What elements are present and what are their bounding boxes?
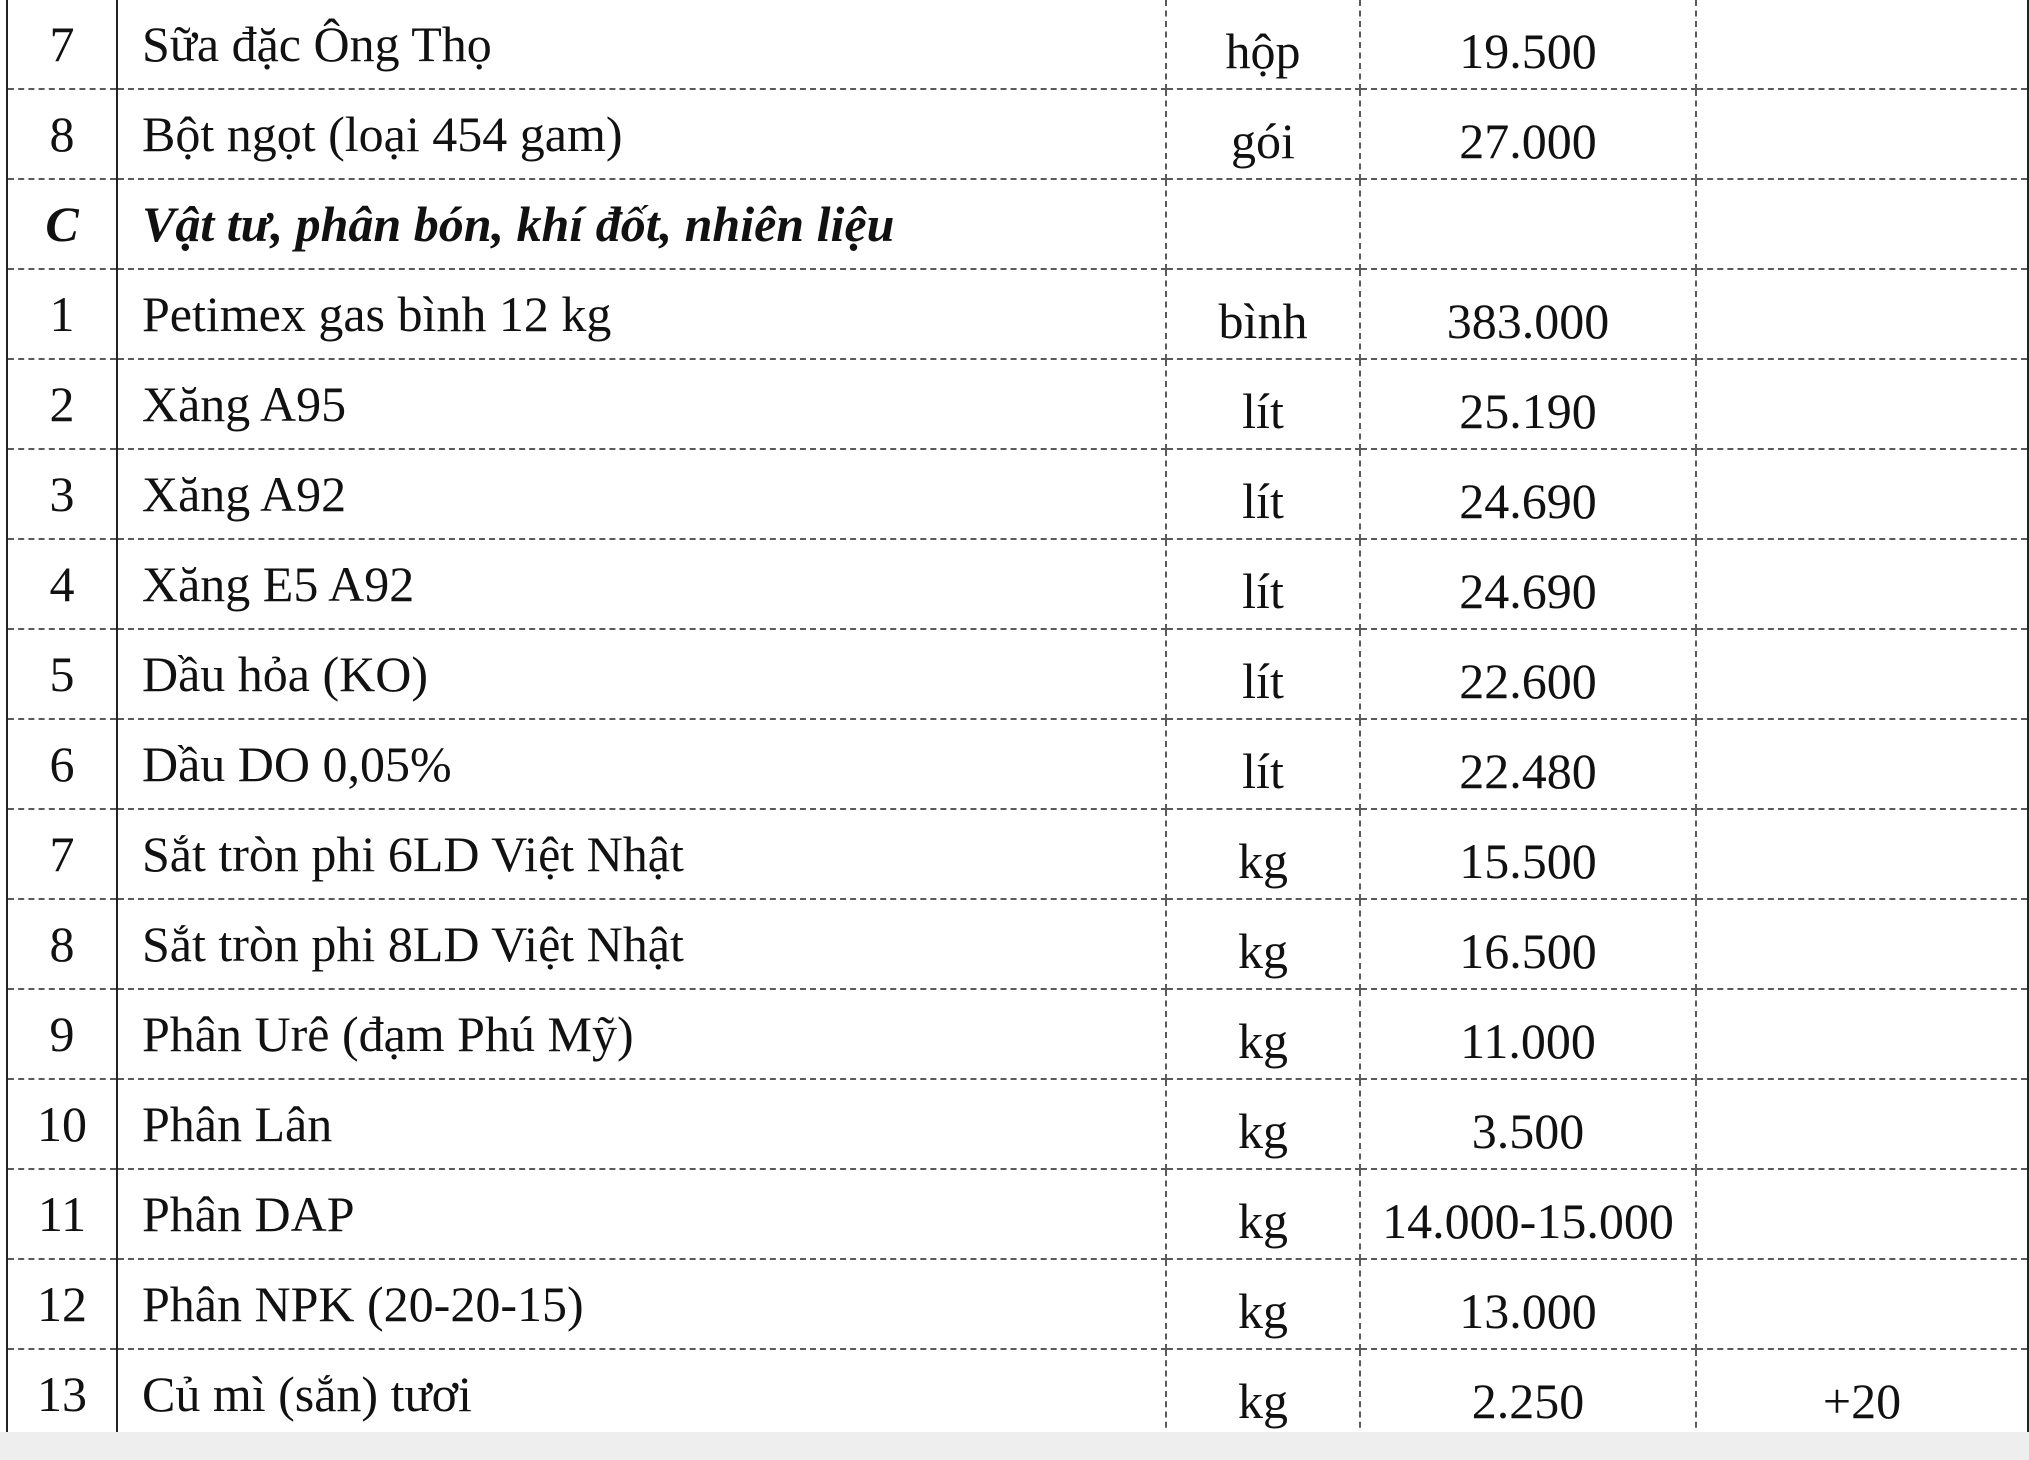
item-name: Củ mì (sắn) tươi <box>117 1349 1166 1440</box>
table-row <box>7 1079 2028 1169</box>
row-number: 2 <box>7 359 117 449</box>
row-number: 5 <box>7 629 117 719</box>
item-name: Sữa đặc Ông Thọ <box>117 0 1166 89</box>
item-price <box>1360 179 1696 269</box>
item-price: 15.500 <box>1360 809 1696 899</box>
item-unit: lít <box>1166 629 1360 719</box>
item-unit: kg <box>1166 989 1360 1079</box>
row-number: 4 <box>7 539 117 629</box>
item-change <box>1696 539 2028 629</box>
row-number: 7 <box>7 809 117 899</box>
table-row <box>7 1259 2028 1349</box>
bottom-margin <box>0 1432 2029 1460</box>
row-number: 12 <box>7 1259 117 1349</box>
item-change <box>1696 359 2028 449</box>
item-price: 24.690 <box>1360 449 1696 539</box>
item-name: Bột ngọt (loại 454 gam) <box>117 89 1166 179</box>
item-unit: kg <box>1166 809 1360 899</box>
item-unit: kg <box>1166 1169 1360 1259</box>
item-name: Phân Urê (đạm Phú Mỹ) <box>117 989 1166 1079</box>
item-change <box>1696 89 2028 179</box>
item-price: 27.000 <box>1360 89 1696 179</box>
item-change <box>1696 0 2028 89</box>
item-name: Dầu DO 0,05% <box>117 719 1166 809</box>
row-number: 8 <box>7 89 117 179</box>
item-price: 13.000 <box>1360 1259 1696 1349</box>
item-name: Phân DAP <box>117 1169 1166 1259</box>
item-price: 19.500 <box>1360 0 1696 89</box>
item-change <box>1696 629 2028 719</box>
item-unit: lít <box>1166 719 1360 809</box>
table-row <box>7 449 2028 539</box>
table-row <box>7 629 2028 719</box>
section-title: Vật tư, phân bón, khí đốt, nhiên liệu <box>117 179 1166 269</box>
item-price: 2.250 <box>1360 1349 1696 1440</box>
row-number: 8 <box>7 899 117 989</box>
item-price: 3.500 <box>1360 1079 1696 1169</box>
item-price: 11.000 <box>1360 989 1696 1079</box>
table-row <box>7 0 2028 89</box>
row-number: 13 <box>7 1349 117 1440</box>
item-unit: bình <box>1166 269 1360 359</box>
item-name: Phân Lân <box>117 1079 1166 1169</box>
item-change: +20 <box>1696 1349 2028 1440</box>
item-change <box>1696 899 2028 989</box>
item-price: 25.190 <box>1360 359 1696 449</box>
item-unit: hộp <box>1166 0 1360 89</box>
item-change <box>1696 269 2028 359</box>
item-change <box>1696 1079 2028 1169</box>
item-name: Phân NPK (20-20-15) <box>117 1259 1166 1349</box>
item-price: 24.690 <box>1360 539 1696 629</box>
item-unit: kg <box>1166 1259 1360 1349</box>
item-change <box>1696 809 2028 899</box>
item-name: Petimex gas bình 12 kg <box>117 269 1166 359</box>
item-price: 14.000-15.000 <box>1360 1169 1696 1259</box>
item-price: 22.600 <box>1360 629 1696 719</box>
section-letter: C <box>7 179 117 269</box>
item-name: Sắt tròn phi 8LD Việt Nhật <box>117 899 1166 989</box>
item-change <box>1696 989 2028 1079</box>
row-number: 9 <box>7 989 117 1079</box>
item-change <box>1696 1259 2028 1349</box>
item-name: Xăng A92 <box>117 449 1166 539</box>
item-unit: lít <box>1166 359 1360 449</box>
row-number: 6 <box>7 719 117 809</box>
section-header-row <box>7 179 2028 269</box>
table-row <box>7 89 2028 179</box>
item-name: Xăng A95 <box>117 359 1166 449</box>
item-name: Dầu hỏa (KO) <box>117 629 1166 719</box>
item-unit: lít <box>1166 449 1360 539</box>
table-row <box>7 269 2028 359</box>
table-row <box>7 359 2028 449</box>
item-unit <box>1166 179 1360 269</box>
table-row <box>7 719 2028 809</box>
item-change <box>1696 1169 2028 1259</box>
row-number: 3 <box>7 449 117 539</box>
table-row <box>7 899 2028 989</box>
item-unit: kg <box>1166 899 1360 989</box>
item-name: Sắt tròn phi 6LD Việt Nhật <box>117 809 1166 899</box>
item-unit: lít <box>1166 539 1360 629</box>
row-number: 7 <box>7 0 117 89</box>
item-unit: gói <box>1166 89 1360 179</box>
item-change <box>1696 179 2028 269</box>
row-number: 11 <box>7 1169 117 1259</box>
item-change <box>1696 719 2028 809</box>
table-row <box>7 1169 2028 1259</box>
item-price: 383.000 <box>1360 269 1696 359</box>
price-table <box>6 0 2029 1441</box>
table-row <box>7 539 2028 629</box>
table-row <box>7 989 2028 1079</box>
row-number: 1 <box>7 269 117 359</box>
item-unit: kg <box>1166 1079 1360 1169</box>
item-name: Xăng E5 A92 <box>117 539 1166 629</box>
item-change <box>1696 449 2028 539</box>
item-unit: kg <box>1166 1349 1360 1440</box>
table-row <box>7 1349 2028 1440</box>
table-row <box>7 809 2028 899</box>
row-number: 10 <box>7 1079 117 1169</box>
item-price: 16.500 <box>1360 899 1696 989</box>
item-price: 22.480 <box>1360 719 1696 809</box>
